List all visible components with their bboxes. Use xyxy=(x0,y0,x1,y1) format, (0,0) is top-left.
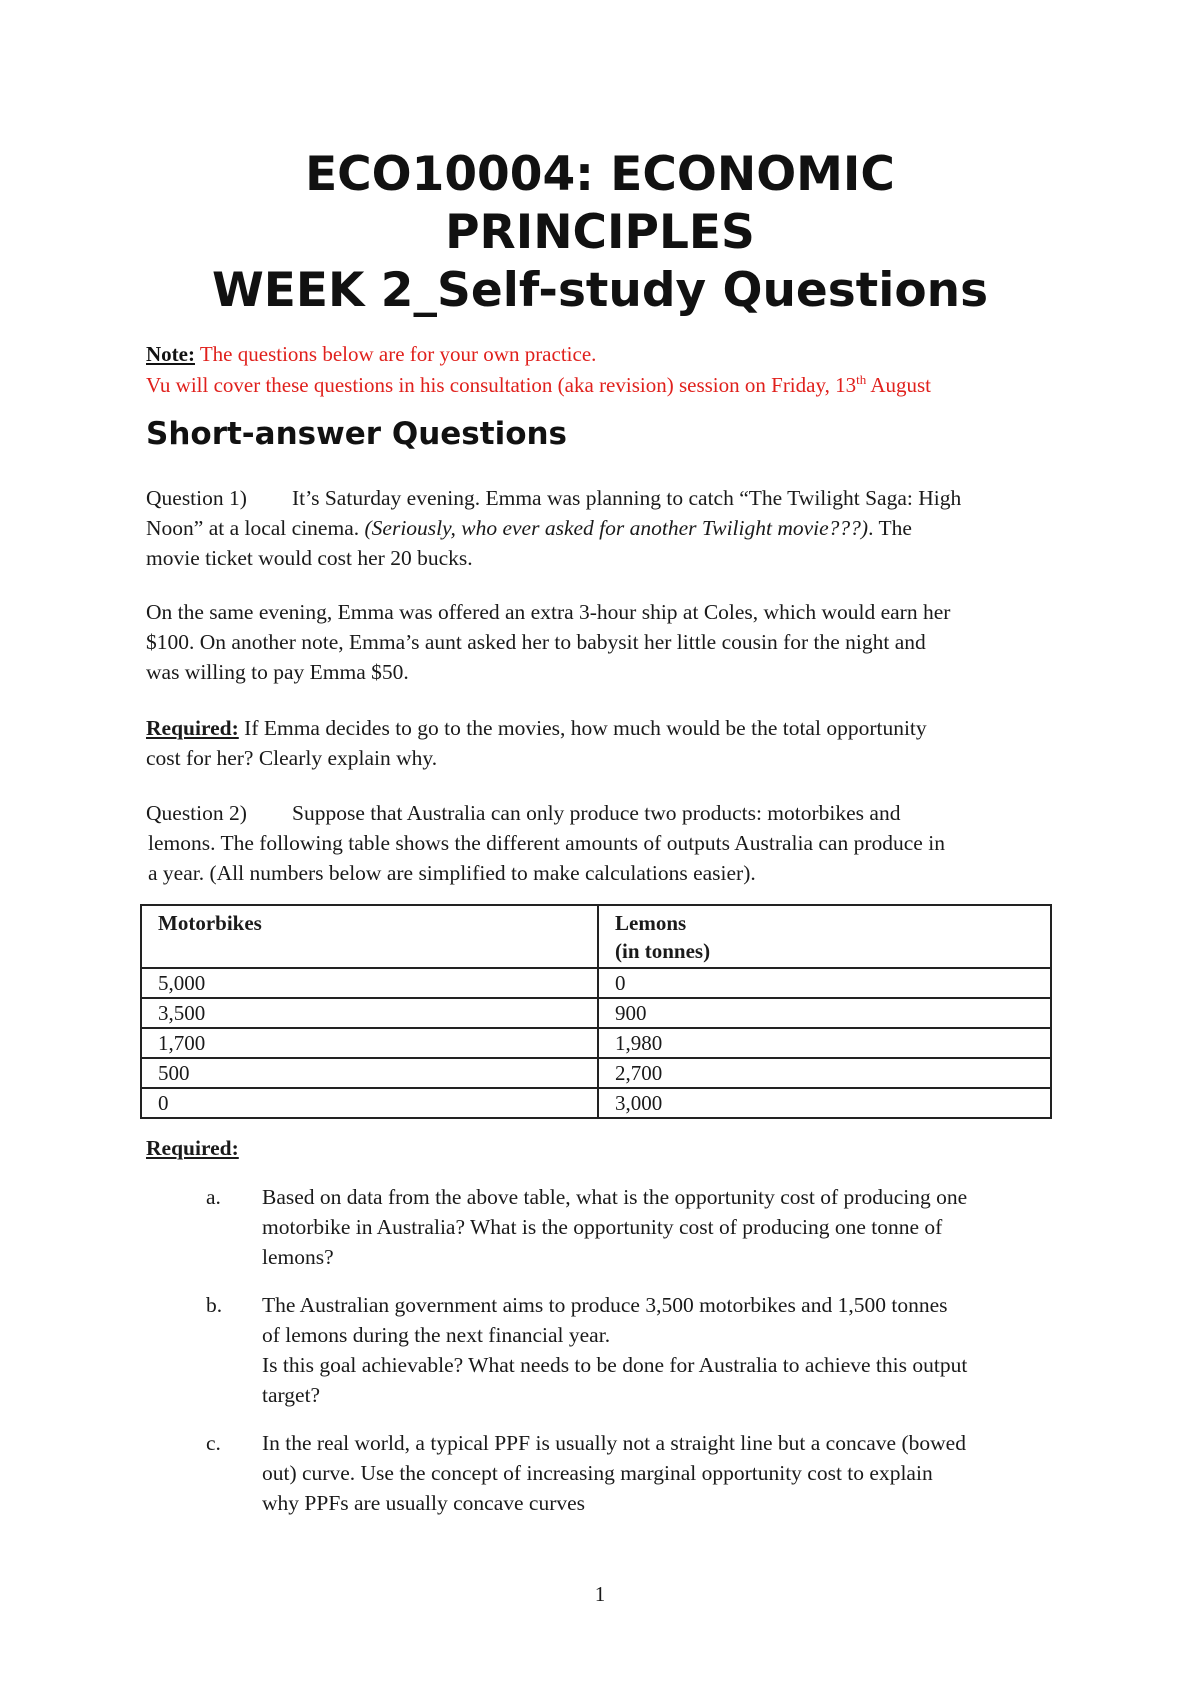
q1-required-line-2: cost for her? Clearly explain why. xyxy=(146,746,438,770)
list-marker-b: b. xyxy=(206,1293,223,1317)
table-row xyxy=(141,968,1051,998)
title-line-1: ECO10004: ECONOMIC xyxy=(305,147,895,202)
question-1-paragraph-2 xyxy=(146,597,1066,687)
table-cell-motorbikes: 3,500 xyxy=(141,998,598,1028)
table-header-lemons-line-1: Lemons xyxy=(615,911,687,935)
item-c-line-2: out) curve. Use the concept of increasing marginal opportunity cost to explain xyxy=(262,1461,933,1485)
table-cell-motorbikes: 1,700 xyxy=(141,1028,598,1058)
note-label: Note: xyxy=(146,342,195,366)
item-b-line-1: The Australian government aims to produce 3,500 motorbikes and 1,500 tonnes xyxy=(262,1293,948,1317)
table-row xyxy=(141,1088,1051,1118)
question-2-label: Question 2) xyxy=(146,801,247,825)
q1-required-line-1: If Emma decides to go to the movies, how much would be the total opportunity xyxy=(238,716,927,740)
item-b-line-2: of lemons during the next financial year. xyxy=(262,1323,611,1347)
table-cell-lemons: 0 xyxy=(598,968,1051,998)
item-a-line-2: motorbike in Australia? What is the opportunity cost of producing one tonne of xyxy=(262,1215,943,1239)
table-header-row xyxy=(141,905,1051,968)
q1-line-1: It’s Saturday evening. Emma was planning to catch “The Twilight Saga: High xyxy=(292,486,962,510)
note-block xyxy=(146,339,931,401)
q2-line-1: Suppose that Australia can only produce two products: motorbikes and xyxy=(292,801,901,825)
q2-line-3: a year. (All numbers below are simplified to make calculations easier). xyxy=(148,861,756,885)
item-c-line-3: why PPFs are usually concave curves xyxy=(262,1491,586,1515)
item-b-line-3: Is this goal achievable? What needs to be done for Australia to achieve this output xyxy=(262,1353,968,1377)
q1-italic-aside: (Seriously, who ever asked for another Twilight movie???) xyxy=(364,516,869,540)
table-cell-lemons: 900 xyxy=(598,998,1051,1028)
q1-line-3: movie ticket would cost her 20 bucks. xyxy=(146,546,473,570)
table-cell-motorbikes: 500 xyxy=(141,1058,598,1088)
question-2 xyxy=(146,798,1066,888)
item-a-line-3: lemons? xyxy=(262,1245,334,1269)
q1-line-2: Noon” at a local cinema. xyxy=(146,516,365,540)
table-cell-motorbikes: 5,000 xyxy=(141,968,598,998)
page-number: 1 xyxy=(594,1582,606,1606)
required-heading: Required: xyxy=(146,1136,239,1160)
title-line-2: PRINCIPLES xyxy=(445,205,755,260)
note-line-2-end: August xyxy=(866,373,931,397)
table-cell-motorbikes: 0 xyxy=(141,1088,598,1118)
section-heading: Short-answer Questions xyxy=(146,416,568,452)
q1-p2-line-1: On the same evening, Emma was offered an extra 3-hour ship at Coles, which would earn her xyxy=(146,600,951,624)
question-1-required xyxy=(146,713,1066,773)
title-line-3: WEEK 2_Self-study Questions xyxy=(211,263,989,318)
q1-line-2-end: . The xyxy=(868,516,912,540)
table-row xyxy=(141,1028,1051,1058)
question-1-label: Question 1) xyxy=(146,486,247,510)
item-a-line-1: Based on data from the above table, what is the opportunity cost of producing one xyxy=(262,1185,968,1209)
item-c-line-1: In the real world, a typical PPF is usually not a straight line but a concave (bowed xyxy=(262,1431,966,1455)
table-cell-lemons: 3,000 xyxy=(598,1088,1051,1118)
table-row xyxy=(141,1058,1051,1088)
q1-p2-line-2: $100. On another note, Emma’s aunt asked her to babysit her little cousin for the night and xyxy=(146,630,926,654)
q1-required-label: Required: xyxy=(146,716,239,740)
table-header-motorbikes: Motorbikes xyxy=(141,905,598,968)
production-table xyxy=(140,904,1052,1119)
list-marker-a: a. xyxy=(206,1185,221,1209)
document-title xyxy=(0,146,1200,320)
q1-p2-line-3: was willing to pay Emma $50. xyxy=(146,660,409,684)
table-cell-lemons: 2,700 xyxy=(598,1058,1051,1088)
note-line-2: Vu will cover these questions in his consultation (aka revision) session on Friday, 13 xyxy=(146,373,857,397)
table-row xyxy=(141,998,1051,1028)
item-b-line-4: target? xyxy=(262,1383,321,1407)
note-superscript: th xyxy=(856,372,867,387)
q2-line-2: lemons. The following table shows the different amounts of outputs Australia can produce in xyxy=(148,831,945,855)
table-cell-lemons: 1,980 xyxy=(598,1028,1051,1058)
question-1 xyxy=(146,483,1066,573)
table-header-lemons xyxy=(598,905,1051,968)
table-header-lemons-line-2: (in tonnes) xyxy=(615,939,711,963)
list-marker-c: c. xyxy=(206,1431,221,1455)
note-line-1: The questions below are for your own practice. xyxy=(194,342,597,366)
